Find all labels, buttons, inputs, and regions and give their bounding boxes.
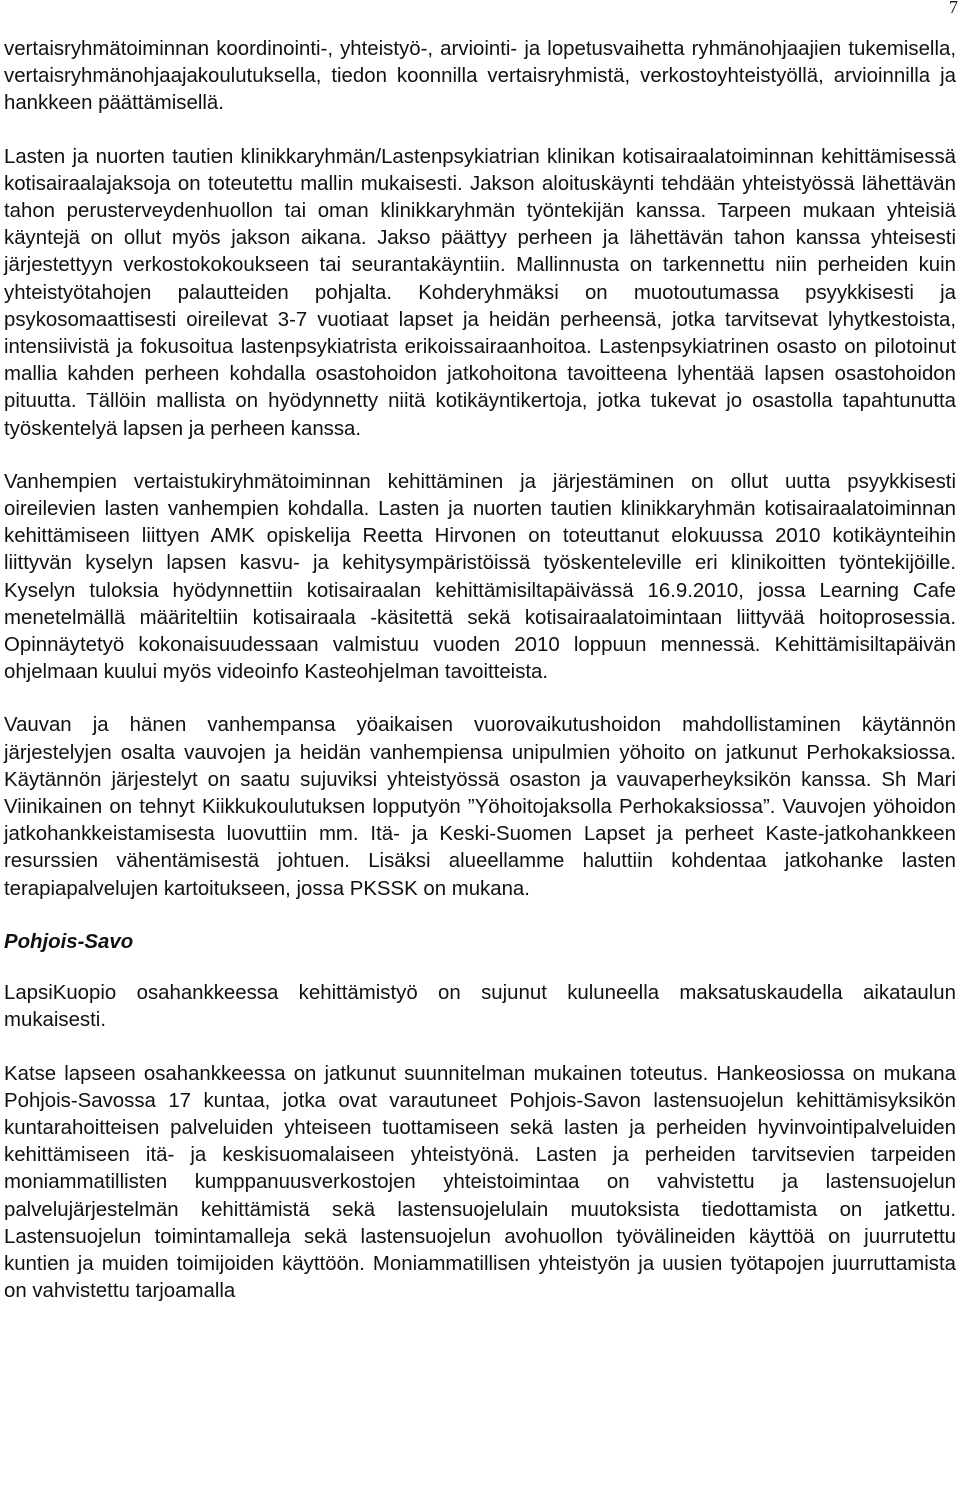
page-number: 7 [949,0,958,17]
section-heading-pohjois-savo: Pohjois-Savo [4,930,134,953]
paragraph-parent-peer-support: Vanhempien vertaistukiryhmätoiminnan kehittäminen ja järjestäminen on ollut uutta psyykkisesti oireilevien lasten vanhempien kohdalla. Lasten ja nuorten tautien klinikkaryhmän kotisairaalatoiminnan kehittämiseen liittyen AMK opiskelija Reetta Hirvonen on toteuttanut elokuussa 2010 kotikäynteihin liittyvän kyselyn lapsen kasvu- ja kehitysympäristöissä työskenteleville eri klinikoitten työntekijöille. Kyselyn tuloksia hyödynnettiin kotisairaalan kehittämisiltapäivässä 16.9.2010, jossa Learning Cafe menetelmällä määriteltiin kotisairaala -käsitettä sekä kotisairaalatoimintaan liittyvää hoitoprosessia. Opinnäytetyö kokonaisuudessaan valmistuu vuoden 2010 loppuun mennessä. Kehittämisiltapäivän ohjelmaan kuului myös videoinfo Kasteohjelman tavoitteista. [4,470,956,684]
paragraph-home-hospital-development: Lasten ja nuorten tautien klinikkaryhmän/Lastenpsykiatrian klinikan kotisairaalatoiminnan kehittämisessä kotisairaalajaksoja on toteutettu mallin mukaisesti. Jakson aloituskäynti tehdään yhteistyössä lähettävän tahon perusterveydenhuollon tai oman klinikkaryhmän työntekijän kanssa. Tarpeen mukaan yhteisiä käyntejä on ollut myös jakson aikana. Jakso päättyy perheen ja lähettävän tahon kanssa yhteisesti järjestettyyn verkostokokoukseen tai seurantakäyntiin. Mallinnusta on tarkennettu niin perheiden kuin yhteistyötahojen palautteiden pohjalta. Kohderyhmäksi on muotoutumassa psyykkisesti ja psykosomaattisesti oireilevat 3-7 vuotiaat lapset ja heidän perheensä, jotka tarvitsevat lyhytkestoista, intensiivistä ja fokusoitua lastenpsykiatrista erikoissairaanhoitoa. Lastenpsykiatrinen osasto on pilotoinut mallia kahden perheen kohdalla osastohoidon jatkohoitona tavoitteena lyhentää lapsen osastohoidon pituutta. Tällöin mallista on hyödynnetty niitä kotikäyntikertoja, jotka tukevat jo osastolla tapahtunutta työskentelyä lapsen ja perheen kanssa. [4,145,956,440]
paragraph-lapsikuopio: LapsiKuopio osahankkeessa kehittämistyö on sujunut kuluneella maksatuskaudella aikataulun mukaisesti. [4,982,956,1032]
paragraph-katse-lapseen: Katse lapseen osahankkeessa on jatkunut suunnitelman mukainen toteutus. Hankeosiossa on mukana Pohjois-Savossa 17 kuntaa, jotka ovat varautuneet Pohjois-Savon lastensuojelun kehittämisyksikön kuntarahoitteisen palveluiden yhteiseen tuottamiseen sekä lasten ja perheiden hyvinvointipalveluiden kehittämiseen itä- ja keskisuomalaiseen yhteistyönä. Lasten ja perheiden tarvitsevien tarpeiden moniammatillisten kumppanuusverkostojen yhteistoimintaa on vahvistettu ja lastensuojelun palvelujärjestelmän kehittämistä sekä lastensuojelulain muutoksista tiedottamista on jatkettu. Lastensuojelun toimintamalleja sekä lastensuojelun avohuollon työvälineiden käyttöä on juurrutettu kuntien ja muiden toimijoiden käyttöön. Moniammatillisen yhteistyön ja uusien työtapojen juurruttamista on vahvistettu tarjoamalla [4,1062,956,1303]
paragraph-peer-group-activities: vertaisryhmätoiminnan koordinointi-, yhteistyö-, arviointi- ja lopetusvaihetta ryhmänohjaajien tukemisella, vertaisryhmänohjaajakoulutuksella, tiedon koonnilla vertaisryhmistä, verkostoyhteistyöllä, arvioinnilla ja hankkeen päättämisellä. [4,38,956,115]
page-body [4,36,956,1305]
paragraph-infant-night-care: Vauvan ja hänen vanhempansa yöaikaisen vuorovaikutushoidon mahdollistaminen käytännön järjestelyjen osalta vauvojen ja heidän vanhempiensa unipulmien yöhoito on jatkunut Perhokaksiossa. Käytännön järjestelyt on saatu sujuviksi yhteistyössä osaston ja vauvaperheyksikön kanssa. Sh Mari Viinikainen on tehnyt Kiikkukoulutuksen lopputyön ”Yöhoitojaksolla Perhokaksiossa”. Vauvojen yöhoidon jatkohankkeistamisesta luovuttiin mm. Itä- ja Keski-Suomen Lapset ja perheet Kaste-jatkohankkeen resurssien vähentämisestä johtuen. Lisäksi alueellamme haluttiin kohdentaa jatkohanke lasten terapiapalvelujen kartoitukseen, jossa PKSSK on mukana. [4,714,956,900]
